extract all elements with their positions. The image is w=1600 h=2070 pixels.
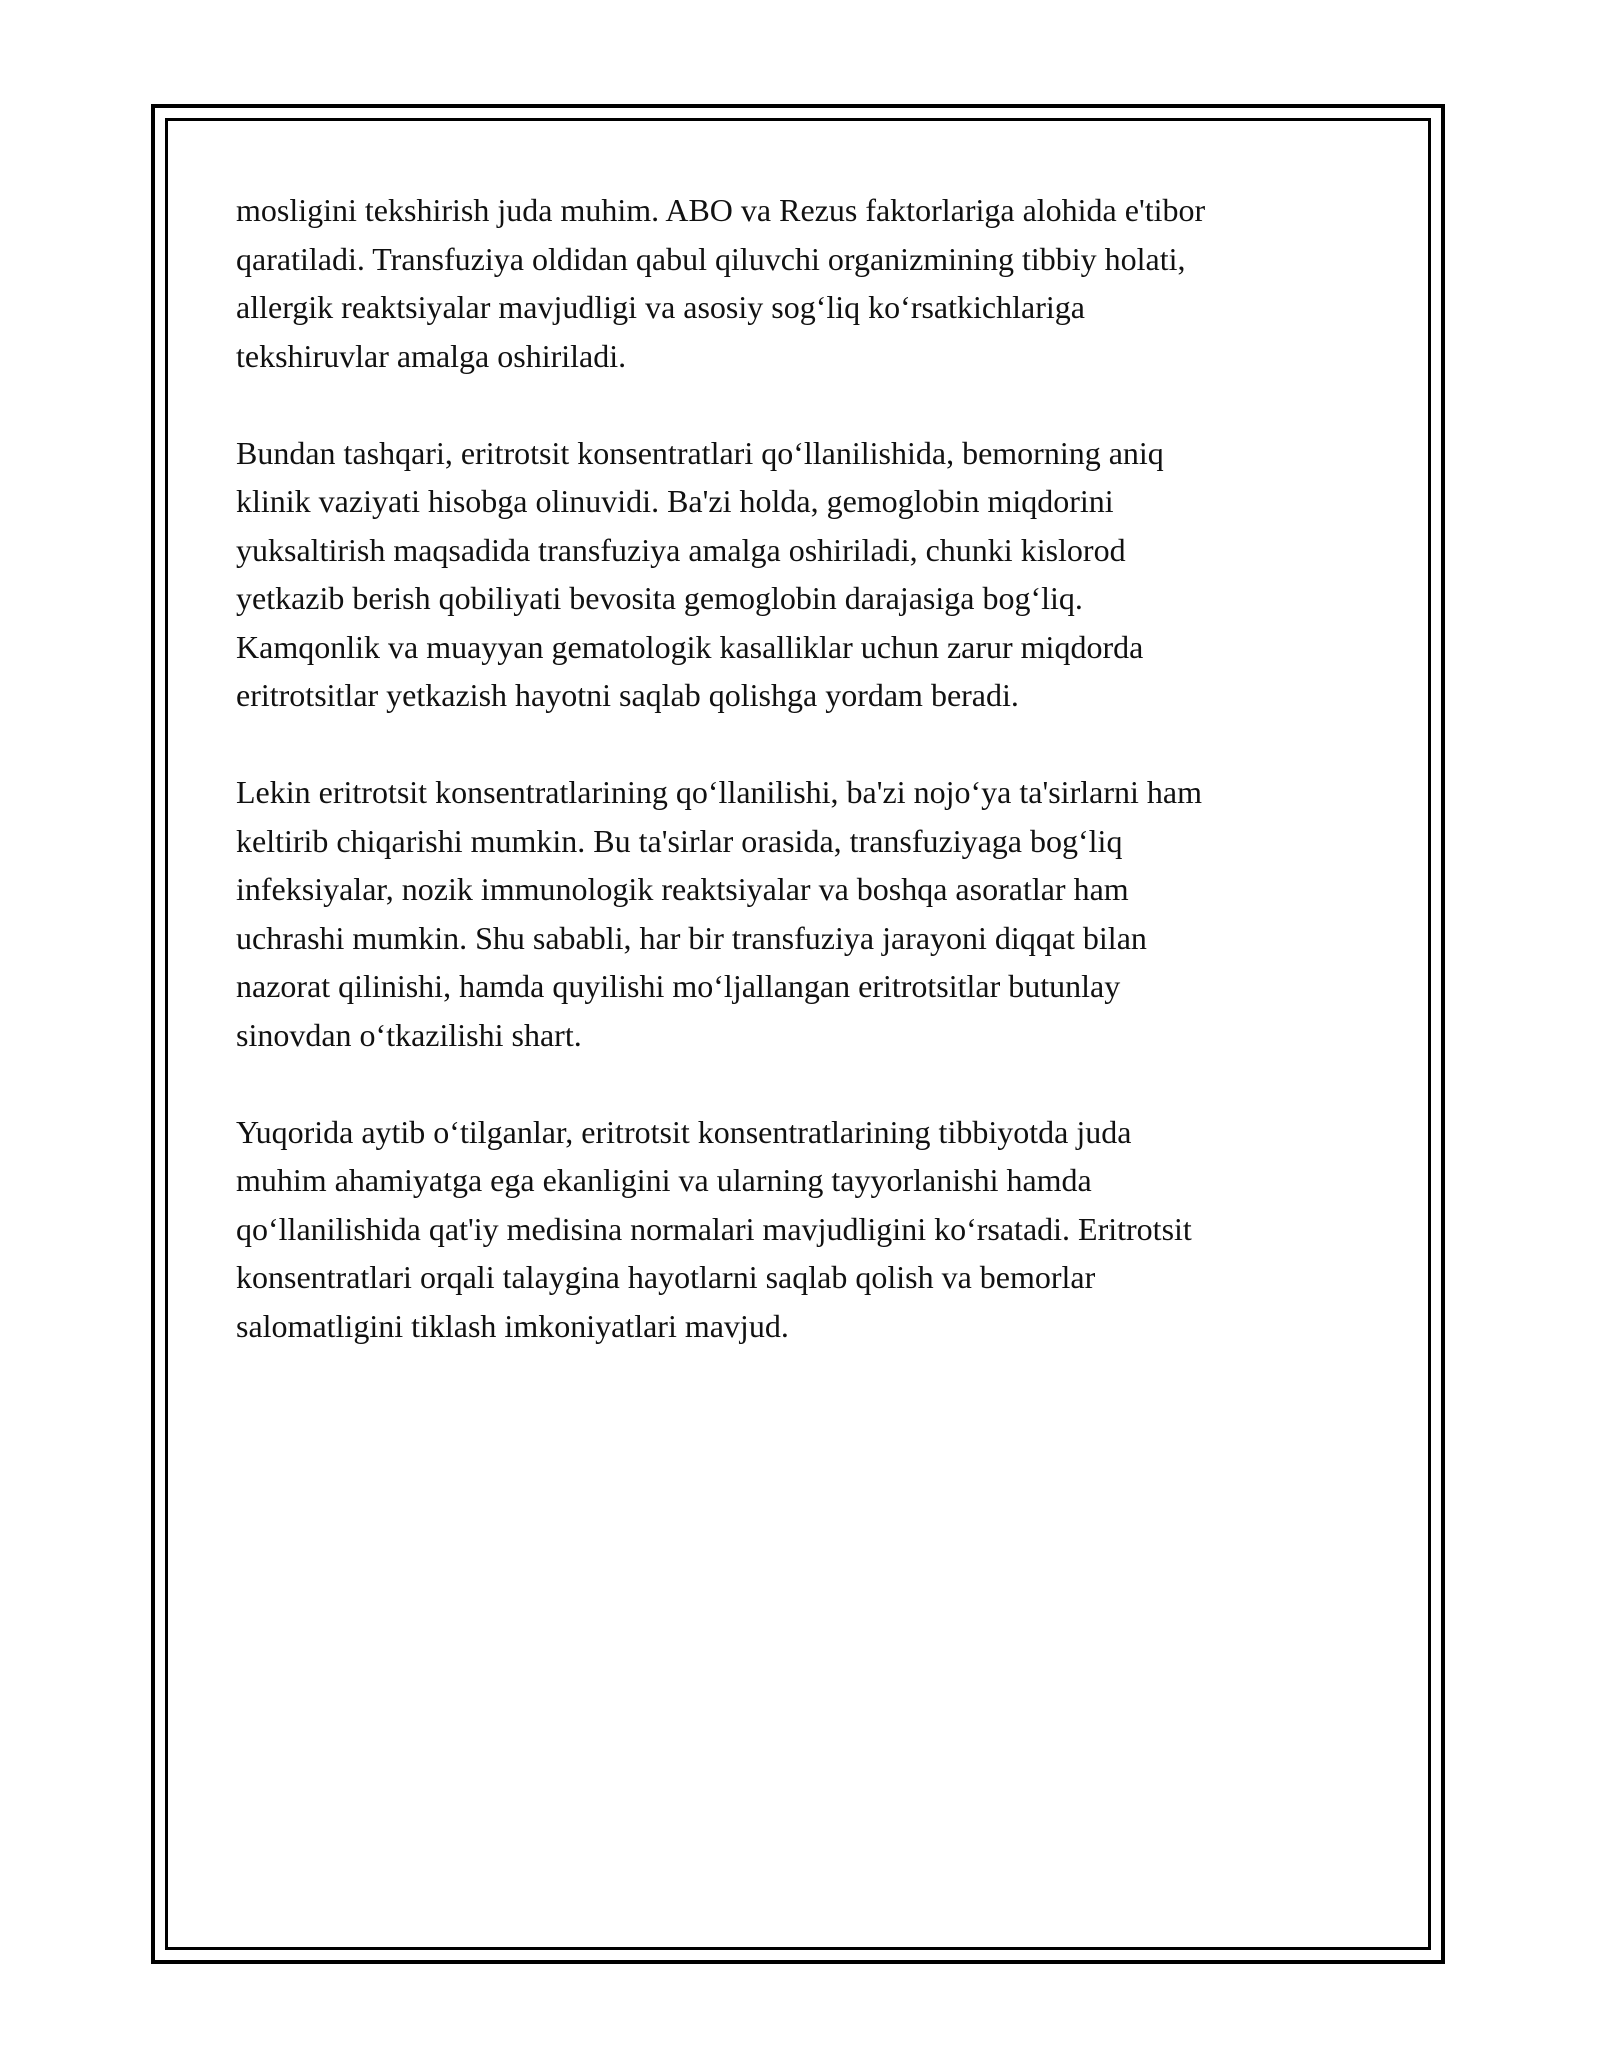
text-line: qo‘llanilishida qat'iy medisina normalari mavjudligini ko‘rsatadi. Eritrotsit <box>236 1210 1192 1247</box>
text-line: uchrashi mumkin. Shu sababli, har bir transfuziya jarayoni diqqat bilan <box>236 919 1147 956</box>
paragraph-1 <box>236 186 1356 380</box>
text-line: keltirib chiqarishi mumkin. Bu ta'sirlar orasida, transfuziyaga bog‘liq <box>236 822 1123 859</box>
text-line: konsentratlari orqali talaygina hayotlarni saqlab qolish va bemorlar <box>236 1259 1096 1295</box>
text-line: eritrotsitlar yetkazish hayotni saqlab qolishga yordam beradi. <box>236 677 1019 713</box>
text-line: infeksiyalar, nozik immunologik reaktsiyalar va boshqa asoratlar ham <box>236 871 1129 907</box>
text-line: Bundan tashqari, eritrotsit konsentratlari qo‘llanilishida, bemorning aniq <box>236 434 1164 471</box>
text-line: salomatligini tiklash imkoniyatlari mavjud. <box>236 1307 789 1344</box>
text-line: muhim ahamiyatga ega ekanligini va ularning tayyorlanishi hamda <box>236 1162 1092 1198</box>
paragraph-3 <box>236 768 1356 1059</box>
paragraph-4 <box>236 1108 1356 1351</box>
text-line: yuksaltirish maqsadida transfuziya amalga oshiriladi, chunki kislorod <box>236 531 1126 568</box>
text-line: allergik reaktsiyalar mavjudligi va asosiy sog‘liq ko‘rsatkichlariga <box>236 289 1085 325</box>
text-line: yetkazib berish qobiliyati bevosita gemoglobin darajasiga bog‘liq. <box>236 580 1083 616</box>
text-line: Kamqonlik va muayyan gematologik kasalliklar uchun zarur miqdorda <box>236 628 1144 665</box>
text-line: mosligini tekshirish juda muhim. ABO va Rezus faktorlariga alohida e'tibor <box>236 192 1206 228</box>
document-body <box>236 186 1356 1399</box>
text-line: sinovdan o‘tkazilishi shart. <box>236 1016 582 1053</box>
text-line: nazorat qilinishi, hamda quyilishi mo‘ljallangan eritrotsitlar butunlay <box>236 968 1121 1004</box>
text-line: klinik vaziyati hisobga olinuvidi. Ba'zi holda, gemoglobin miqdorini <box>236 483 1114 519</box>
text-line: Lekin eritrotsit konsentratlarining qo‘llanilishi, ba'zi nojo‘ya ta'sirlarni ham <box>236 774 1202 810</box>
paragraph-2 <box>236 429 1356 720</box>
text-line: qaratiladi. Transfuziya oldidan qabul qiluvchi organizmining tibbiy holati, <box>236 240 1186 277</box>
text-line: tekshiruvlar amalga oshiriladi. <box>236 337 627 374</box>
text-line: Yuqorida aytib o‘tilganlar, eritrotsit konsentratlarining tibbiyotda juda <box>236 1113 1132 1150</box>
